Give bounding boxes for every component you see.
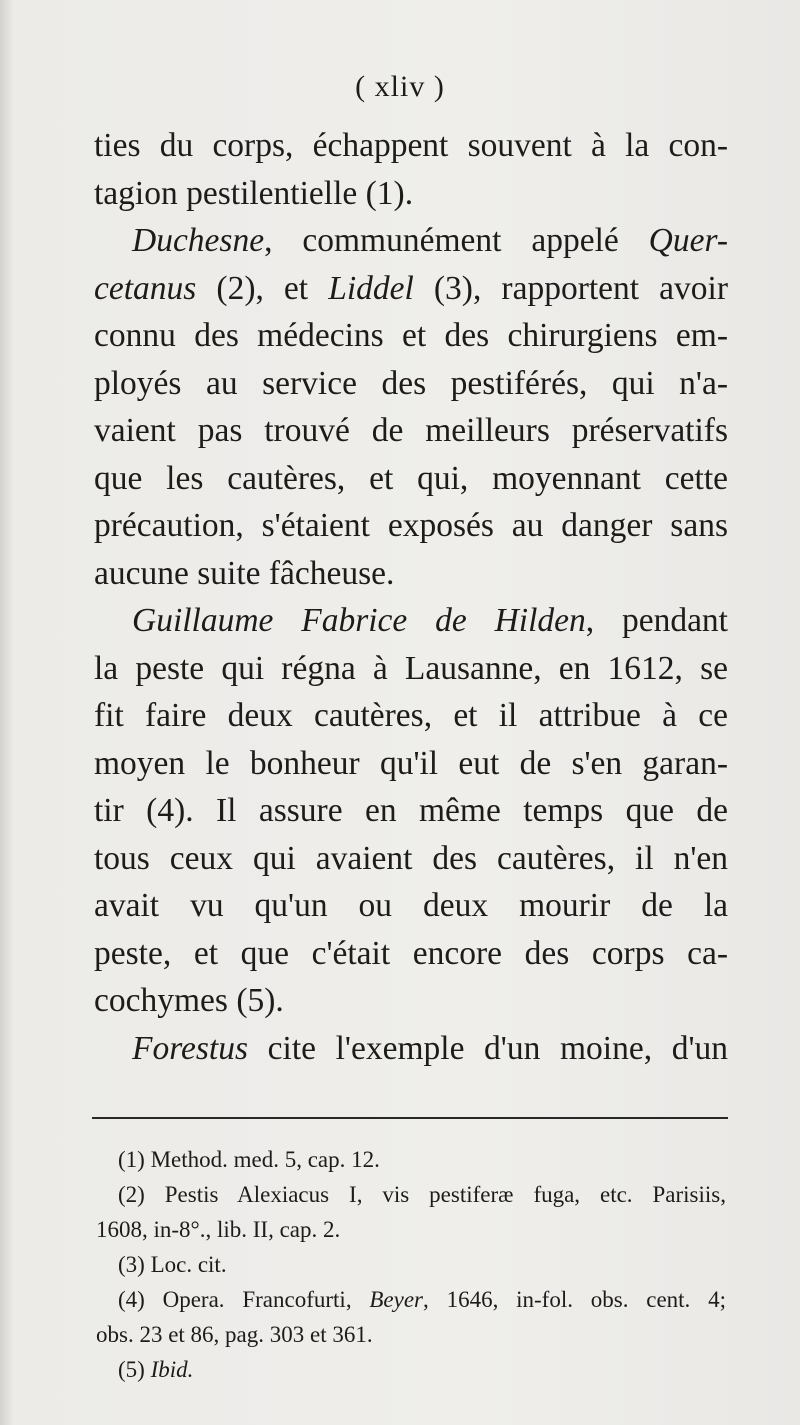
footnote: (5) Ibid. <box>118 1357 194 1382</box>
main-text <box>94 122 728 1072</box>
text-line: cochymes (5). <box>94 982 284 1019</box>
footnote: (3) Loc. cit. <box>118 1252 227 1277</box>
text-line: aucune suite fâcheuse. <box>94 554 395 592</box>
text-line: Guillaume Fabrice de Hilden, pendant <box>132 602 728 639</box>
text-line: la peste qui régna à Lausanne, en 1612, se <box>94 649 728 687</box>
text-line: cetanus (2), et Liddel (3), rapportent avoir <box>94 269 728 307</box>
footnote-continuation: 1608, in-8°., lib. II, cap. 2. <box>96 1217 341 1242</box>
text-line: tagion pestilentielle (1). <box>94 174 414 212</box>
text-line: ties du corps, échappent souvent à la con- <box>94 127 728 164</box>
footnote-continuation: obs. 23 et 86, pag. 303 et 361. <box>96 1322 373 1347</box>
text-line: connu des médecins et des chirurgiens em- <box>94 317 728 354</box>
text-line: vaient pas trouvé de meilleurs préservatifs <box>94 412 728 449</box>
text-line: peste, et que c'était encore des corps ca- <box>94 934 728 972</box>
text-line: Forestus cite l'exemple d'un moine, d'un <box>132 1029 728 1067</box>
author-name: Forestus <box>132 1029 249 1067</box>
author-name: Duchesne <box>132 222 265 259</box>
text-line: précaution, s'étaient exposés au danger sans <box>94 507 728 544</box>
text-line: Duchesne, communément appelé Quer- <box>132 222 728 259</box>
page-header: ( xliv ) <box>355 70 445 103</box>
text-line: tir (4). Il assure en même temps que de <box>94 792 728 829</box>
footnote: (1) Method. med. 5, cap. 12. <box>118 1147 380 1172</box>
text-line: fit faire deux cautères, et il attribue à ce <box>94 697 728 734</box>
author-name: Liddel <box>328 269 414 307</box>
text-line: avait vu qu'un ou deux mourir de la <box>94 887 728 924</box>
footnotes <box>96 1142 726 1387</box>
text-line: tous ceux qui avaient des cautères, il n'en <box>94 839 728 877</box>
author-name: Guillaume Fabrice de Hilden <box>132 602 586 639</box>
footnote: (2) Pestis Alexiacus I, vis pestiferæ fuga, etc. Parisiis, <box>118 1182 726 1207</box>
text-line: moyen le bonheur qu'il eut de s'en garan- <box>94 744 728 782</box>
footnote: (4) Opera. Francofurti, Beyer, 1646, in-fol. obs. cent. 4; <box>118 1287 726 1312</box>
text-line: que les cautères, et qui, moyennant cette <box>94 459 728 497</box>
text-line: ployés au service des pestiférés, qui n'a- <box>94 364 728 402</box>
footnote-divider <box>92 1117 728 1119</box>
